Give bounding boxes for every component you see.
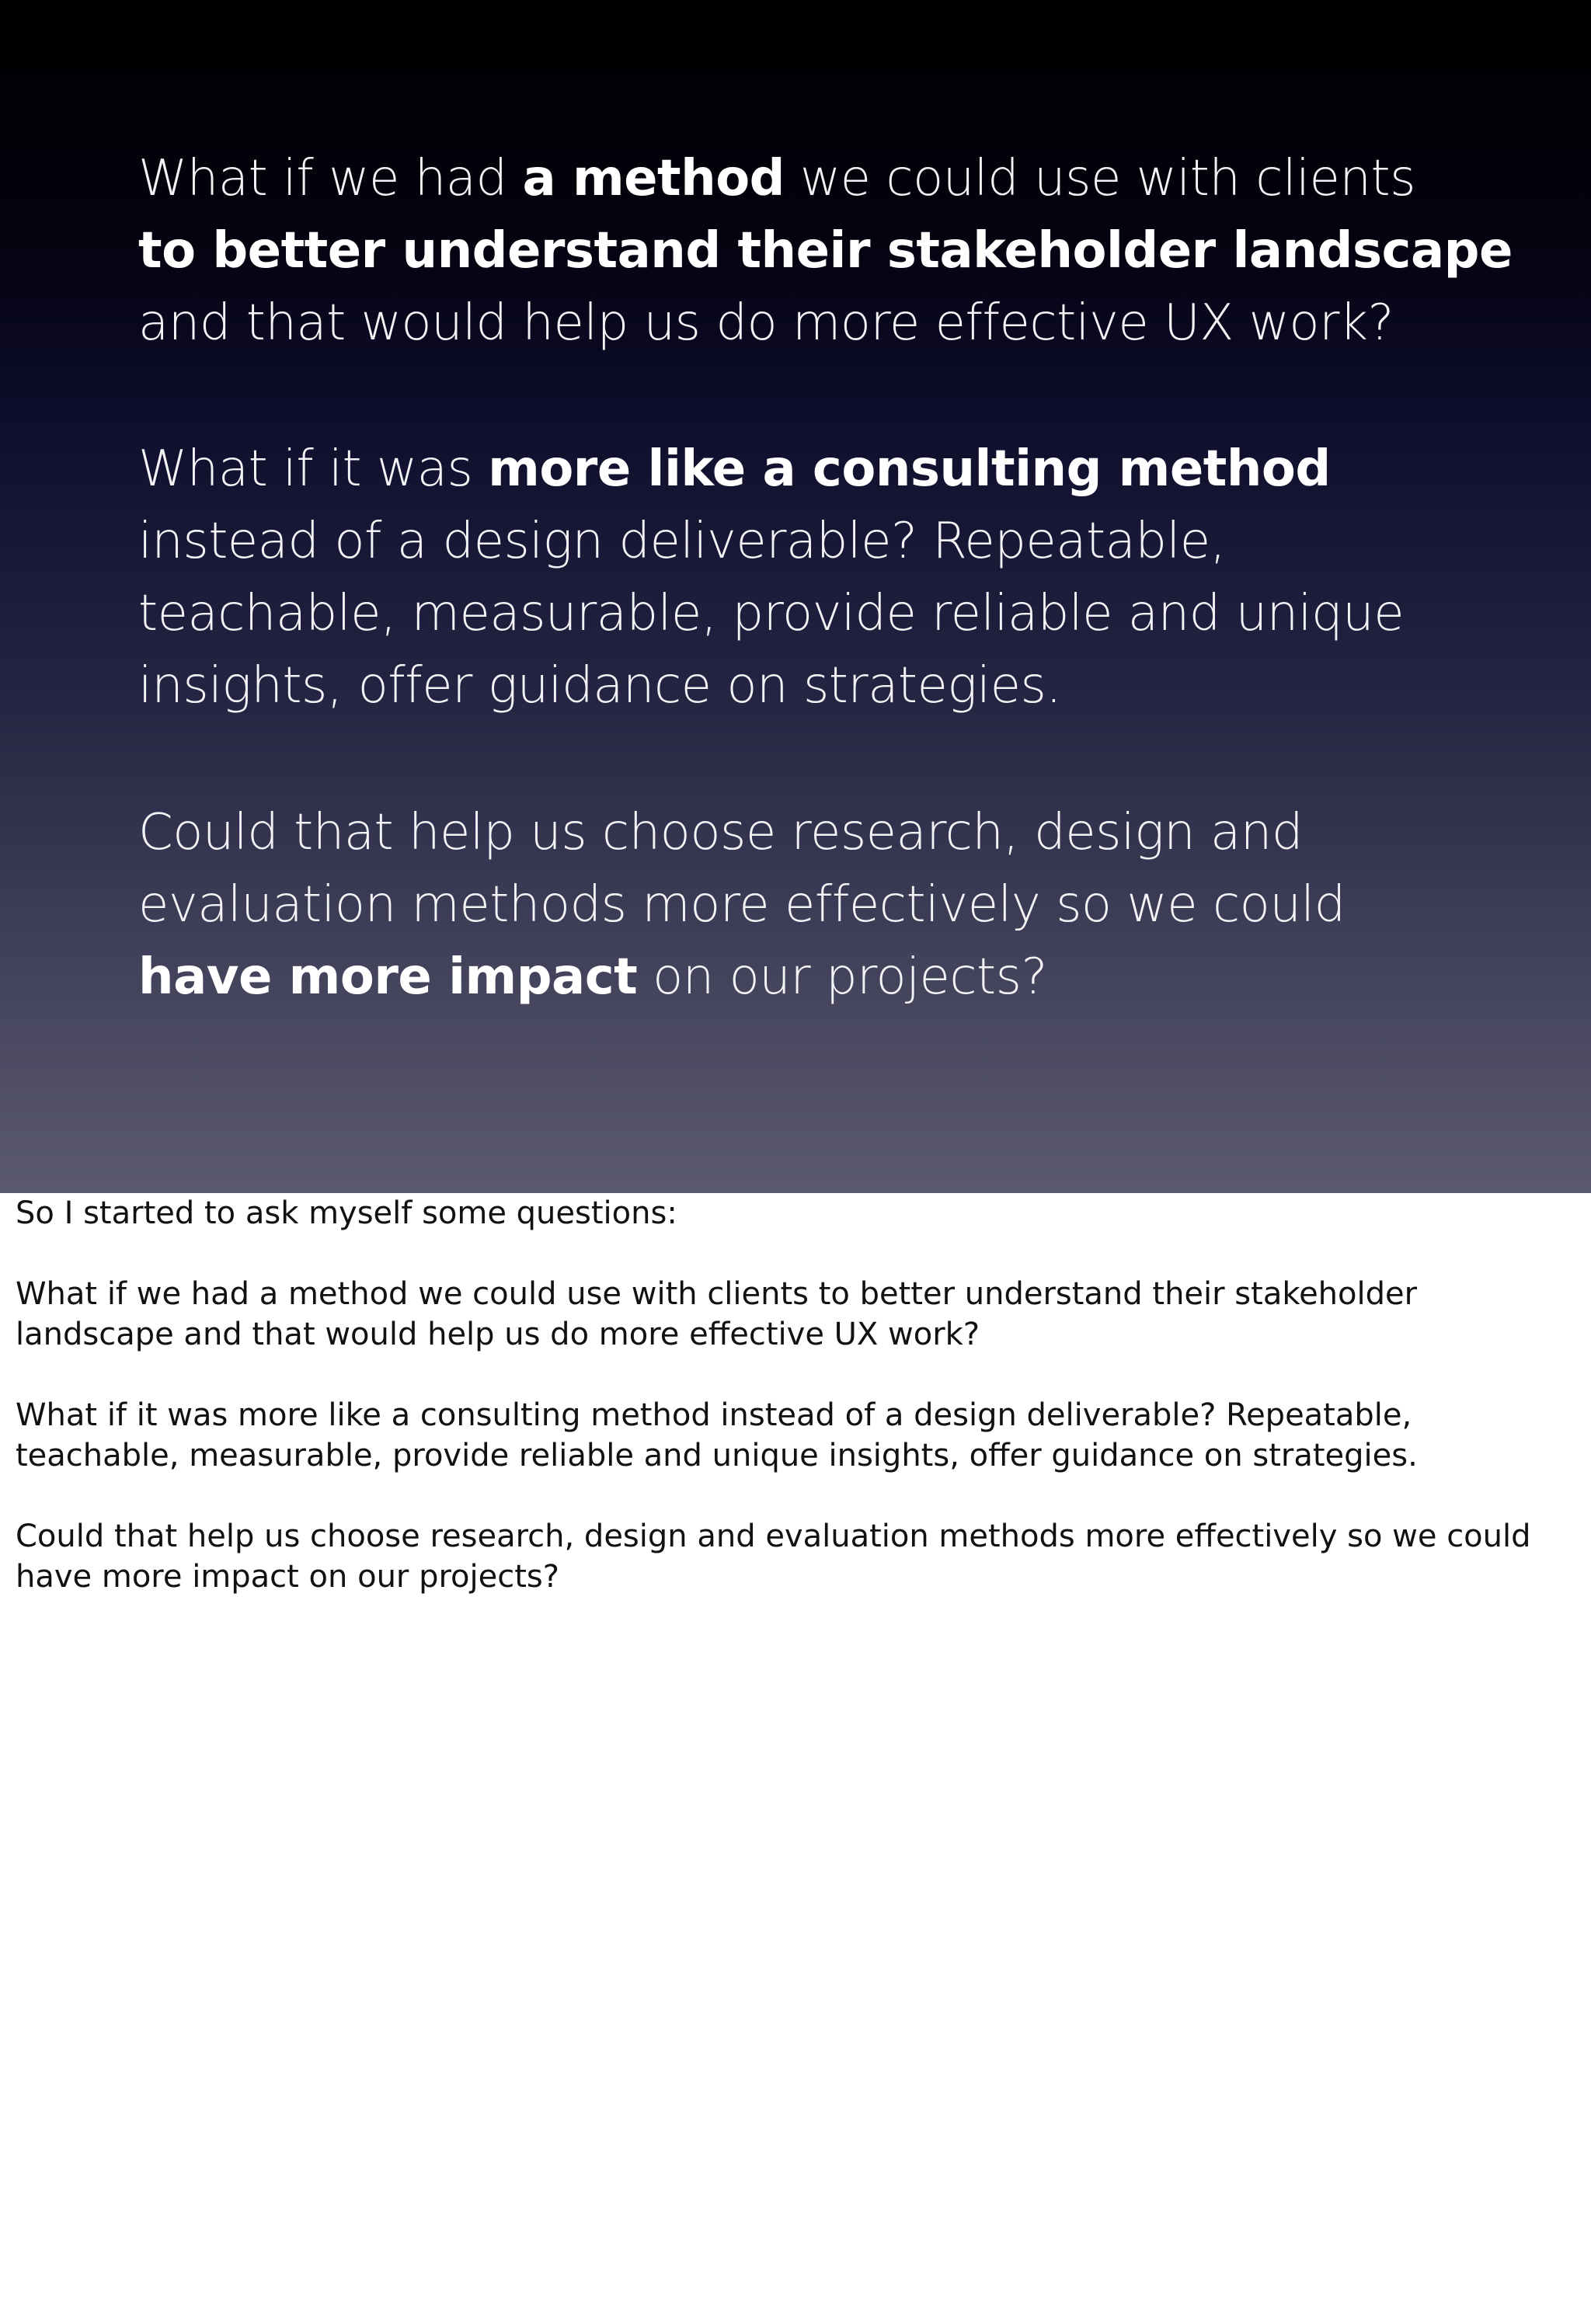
slide-line: [138, 433, 1404, 506]
slide-text: Could that help us choose research, design and: [138, 804, 1303, 861]
slide-bold-text: a method: [522, 150, 785, 207]
notes-paragraph-3: Could that help us choose research, design and evaluation methods more effectively so we could have more impact on our projects?: [16, 1519, 1531, 1595]
slide-paragraph-2: [138, 433, 1404, 722]
notes-paragraph-2: What if it was more like a consulting method instead of a design deliverable? Repeatable, teachable, measurable, provide reliable and unique insights, offer guidance on strategies.: [16, 1397, 1418, 1473]
slide-text: insights, offer guidance on strategies.: [138, 657, 1062, 715]
slide-bold-text: to better understand their stakeholder landscape: [138, 222, 1513, 280]
slide-paragraph-1: [138, 143, 1513, 360]
slide-bold-text: have more impact: [138, 948, 638, 1006]
slide-text: evaluation methods more effectively so we could: [138, 876, 1346, 934]
slide-line: [138, 578, 1404, 650]
slide-line: [138, 650, 1404, 722]
slide-text: teachable, measurable, provide reliable and unique: [138, 585, 1405, 642]
slide-bold-text: more like a consulting method: [488, 440, 1331, 498]
slide-line: [138, 143, 1513, 215]
slide-line: [138, 797, 1346, 869]
notes-intro: So I started to ask myself some questions:: [16, 1195, 677, 1231]
slide-text: on our projects?: [637, 948, 1047, 1006]
notes-paragraph-1: What if we had a method we could use with clients to better understand their stakeholder landscape and that would help us do more effective UX work?: [16, 1276, 1418, 1352]
slide-line: [138, 941, 1346, 1014]
slide-line: [138, 506, 1404, 578]
speaker-notes: [16, 1193, 1561, 1637]
slide-line: [138, 869, 1346, 941]
slide-line: [138, 287, 1513, 360]
slide-text: and that would help us do more effective UX work?: [138, 294, 1394, 352]
slide-text: we could use with clients: [784, 150, 1415, 207]
slide-paragraph-3: [138, 797, 1346, 1014]
slide-text: What if it was: [138, 440, 489, 498]
slide-line: [138, 215, 1513, 287]
slide-text: What if we had: [138, 150, 523, 207]
slide-text: instead of a design deliverable? Repeatable,: [138, 513, 1226, 570]
